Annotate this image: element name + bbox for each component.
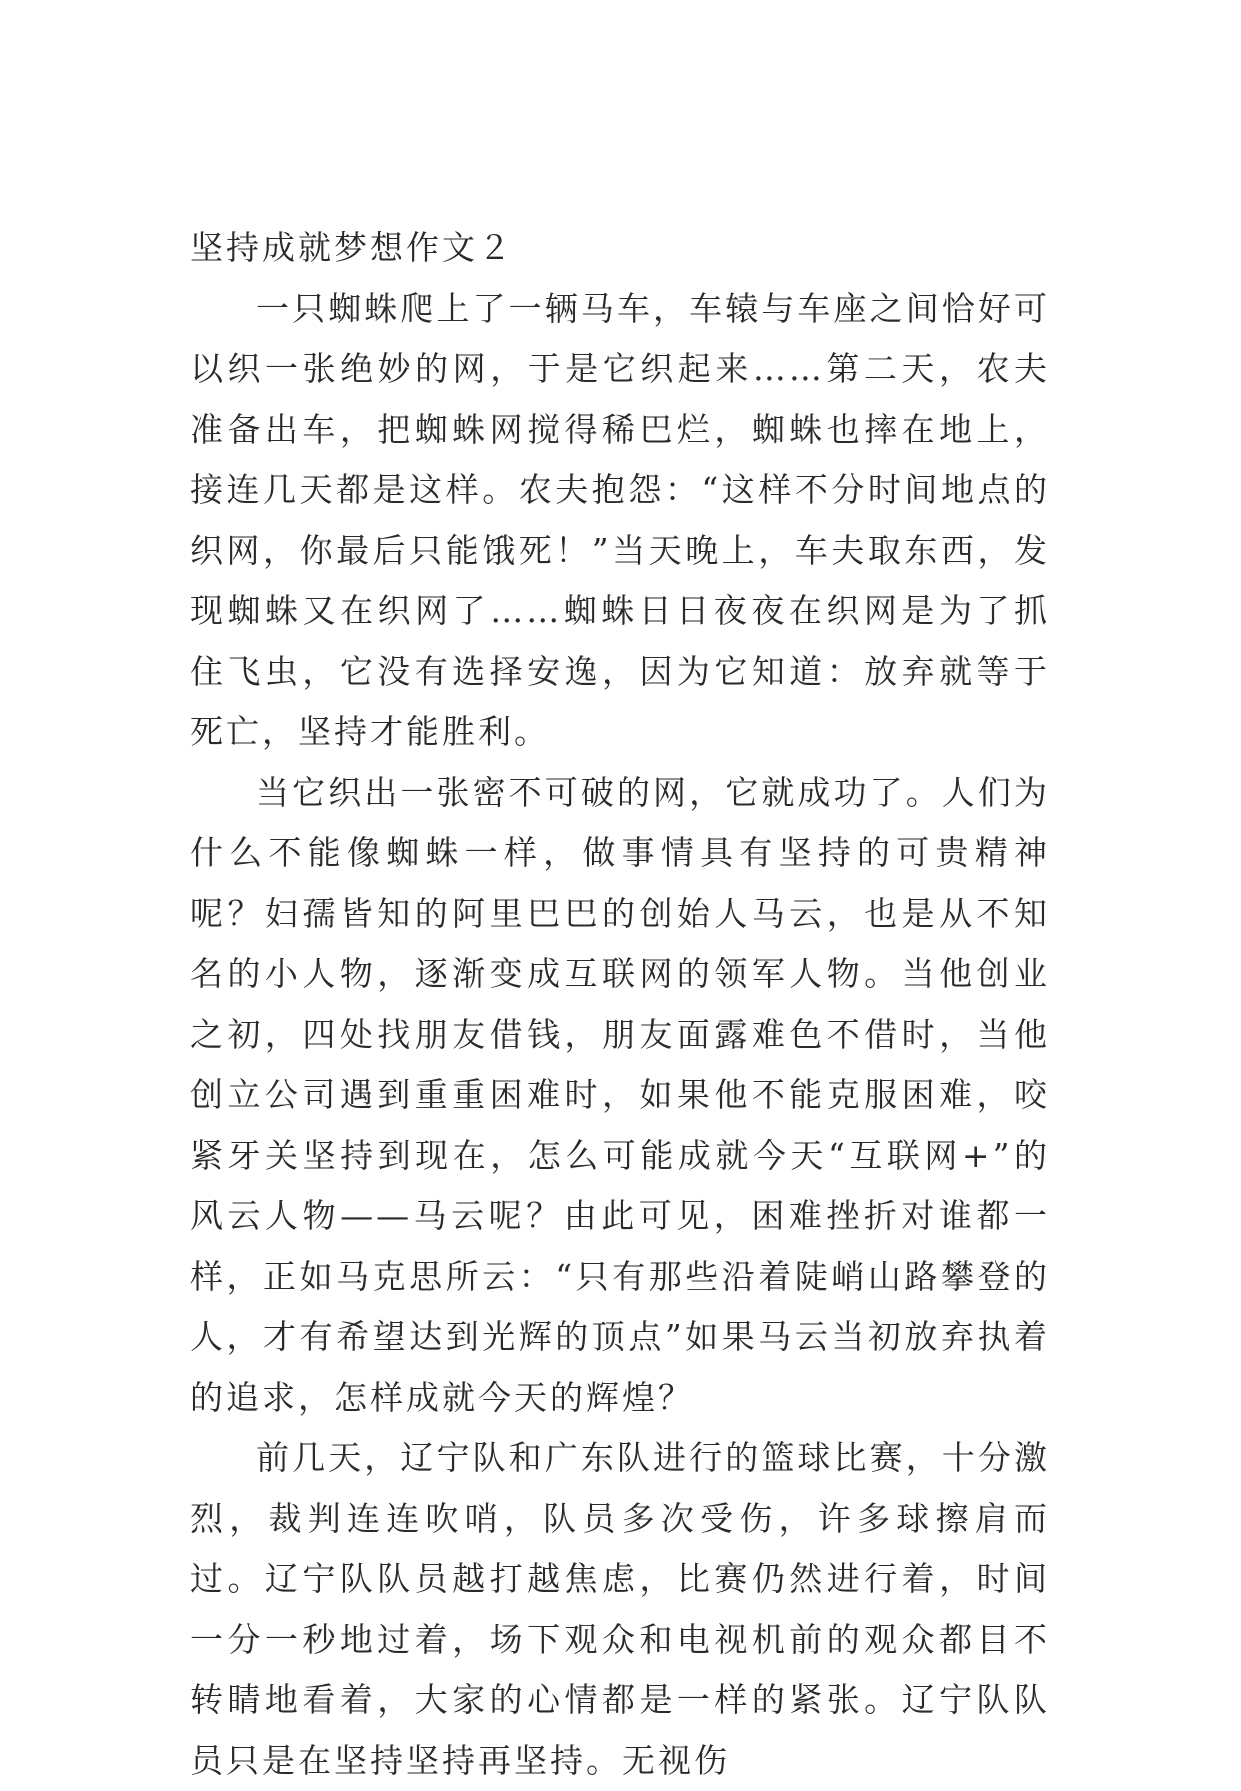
paragraph-ma-yun: 当它织出一张密不可破的网，它就成功了。人们为什么不能像蜘蛛一样，做事情具有坚持的可贵精神呢？妇孺皆知的阿里巴巴的创始人马云，也是从不知名的小人物，逐渐变成互联网的领军人物。当他创业之初，四处找朋友借钱，朋友面露难色不借时，当他创立公司遇到重重困难时，如果他不能克服困难，咬紧牙关坚持到现在，怎么可能成就今天“互联网+”的风云人物——马云呢？由此可见，困难挫折对谁都一样，正如马克思所云：“只有那些沿着陡峭山路攀登的人，才有希望达到光辉的顶点”如果马云当初放弃执着的追求，怎样成就今天的辉煌？ (190, 772, 1050, 1417)
document-title: 坚持成就梦想作文２ (190, 228, 514, 267)
document-body (190, 218, 1050, 1791)
paragraph-spider: 一只蜘蛛爬上了一辆马车，车辕与车座之间恰好可以织一张绝妙的网，于是它织起来……第二天，农夫准备出车，把蜘蛛网搅得稀巴烂，蜘蛛也摔在地上，接连几天都是这样。农夫抱怨：“这样不分时间地点的织网，你最后只能饿死！”当天晚上，车夫取东西，发现蜘蛛又在织网了……蜘蛛日日夜夜在织网是为了抓住飞虫，它没有选择安逸，因为它知道：放弃就等于死亡，坚持才能胜利。 (190, 288, 1050, 751)
paragraph-basketball: 前几天，辽宁队和广东队进行的篮球比赛，十分激烈，裁判连连吹哨，队员多次受伤，许多球擦肩而过。辽宁队队员越打越焦虑，比赛仍然进行着，时间一分一秒地过着，场下观众和电视机前的观众都目不转睛地看着，大家的心情都是一样的紧张。辽宁队队员只是在坚持坚持再坚持。无视伤 (190, 1438, 1050, 1780)
